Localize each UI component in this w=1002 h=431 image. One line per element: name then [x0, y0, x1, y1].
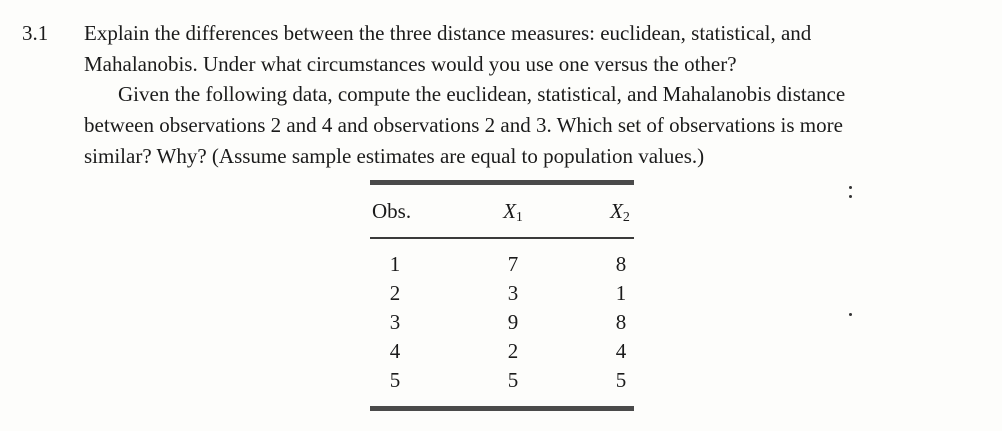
- table-bottom-rule: [370, 406, 634, 411]
- cell-obs: 1: [389, 252, 401, 276]
- header-variable: X: [503, 199, 516, 223]
- column-header-obs: Obs.: [372, 199, 412, 223]
- header-variable: X: [610, 199, 623, 223]
- cell-obs: 2: [389, 281, 401, 305]
- cell-x2: 4: [615, 339, 627, 363]
- scan-speck: [849, 186, 852, 189]
- problem-paragraph-1: [84, 18, 999, 80]
- scan-speck: [849, 195, 852, 198]
- cell-x2: 8: [615, 310, 627, 334]
- table-header-rule: [370, 237, 634, 239]
- header-subscript: 1: [515, 210, 523, 225]
- cell-x1: 3: [507, 281, 519, 305]
- cell-x1: 9: [507, 310, 519, 334]
- cell-obs: 3: [389, 310, 401, 334]
- cell-x2: 5: [615, 368, 627, 392]
- paragraph-line: between observations 2 and 4 and observations 2 and 3. Which set of observations is more: [84, 113, 843, 137]
- cell-obs: 4: [389, 339, 401, 363]
- cell-x1: 7: [507, 252, 519, 276]
- cell-x2: 1: [615, 281, 627, 305]
- header-subscript: 2: [622, 210, 630, 225]
- cell-obs: 5: [389, 368, 401, 392]
- cell-x1: 2: [507, 339, 519, 363]
- column-header-x1: [498, 198, 528, 231]
- problem-paragraph-2: [84, 79, 999, 172]
- paragraph-line: Explain the differences between the three distance measures: euclidean, statistical, and: [84, 21, 812, 45]
- scan-speck: [849, 313, 852, 316]
- cell-x1: 5: [507, 368, 519, 392]
- cell-x2: 8: [615, 252, 627, 276]
- paragraph-line: similar? Why? (Assume sample estimates are equal to population values.): [84, 144, 705, 168]
- column-header-x2: [600, 198, 640, 231]
- problem-number: 3.1: [22, 21, 49, 45]
- paragraph-line: Mahalanobis. Under what circumstances would you use one versus the other?: [84, 52, 737, 76]
- table-top-rule: [370, 180, 634, 185]
- paragraph-line: Given the following data, compute the euclidean, statistical, and Mahalanobis distance: [118, 82, 846, 106]
